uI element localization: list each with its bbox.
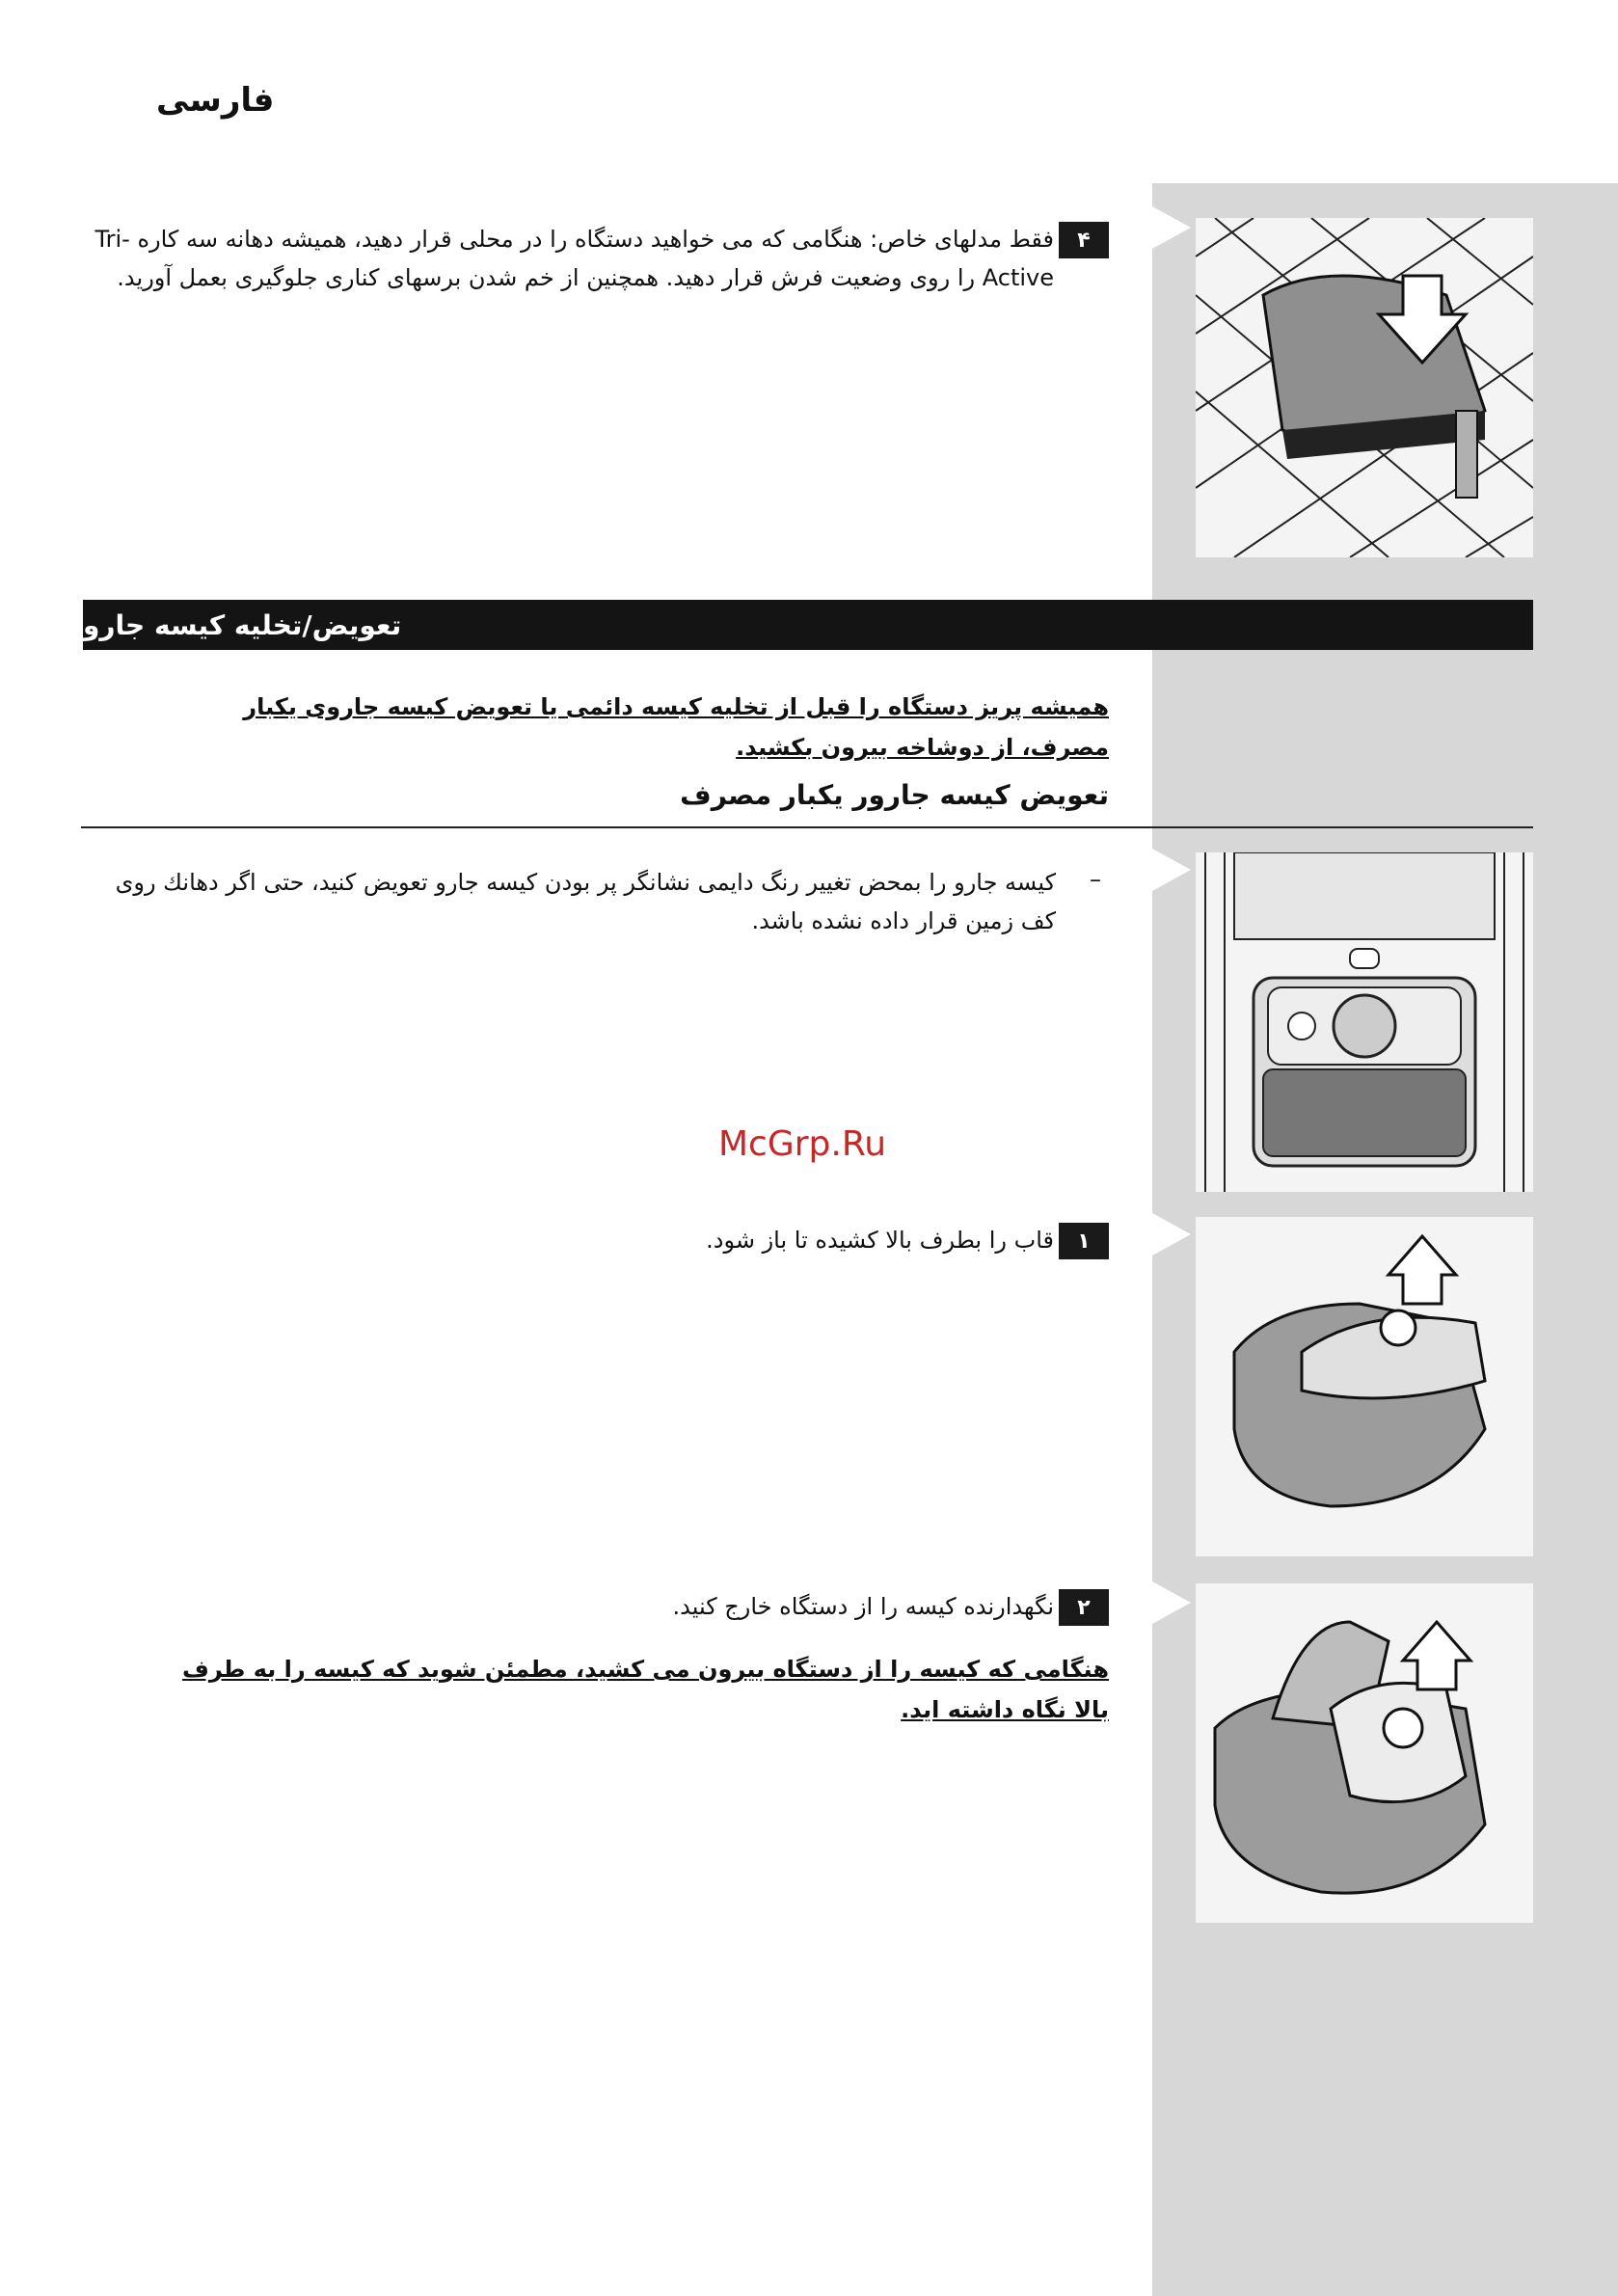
open-cover-figure <box>1196 1217 1533 1556</box>
bullet-marker: – <box>1090 866 1101 893</box>
figure-pointer <box>1152 1581 1191 1624</box>
figure-pointer <box>1152 1213 1191 1256</box>
subheading: تعویض کیسه جارور یکبار مصرف <box>680 779 1109 811</box>
figure-pointer <box>1152 849 1191 891</box>
step-2-number: ۲ <box>1059 1589 1109 1626</box>
nozzle-figure <box>1196 218 1533 557</box>
step-2-text: نگهدارنده کیسه را از دستگاه خارج کنید. <box>672 1593 1054 1620</box>
nozzle-illustration-icon <box>1196 218 1533 557</box>
warning-text: همیشه پریز دستگاه را قبل از تخلیه کیسه دائمی یا تعویض کیسه جاروی یکبار مصرف، از دوشاخه بیرون بکشید. <box>243 693 1109 761</box>
bullet-text: کیسه جارو را بمحض تغییر رنگ دایمی نشانگر پر بودن کیسه جارو تعویض کنید، حتی اگر دهانك روی كف زمين قرار داده نشده باشد. <box>115 869 1056 934</box>
remove-bag-illustration-icon <box>1196 1583 1533 1923</box>
language-label: فارسی <box>156 81 275 120</box>
open-cover-illustration-icon <box>1196 1217 1533 1556</box>
bag-indicator-illustration-icon <box>1196 852 1533 1192</box>
step-1-number: ۱ <box>1059 1223 1109 1259</box>
divider <box>81 826 1533 828</box>
figure-pointer <box>1152 206 1191 249</box>
step-1-text: قاب را بطرف بالا کشیده تا باز شود. <box>706 1227 1054 1254</box>
step-4-text: فقط مدلهای خاص: هنگامی که می خواهید دستگاه را در محلی قرار دهید، همیشه دهانه سه کاره Tri-Active را روی وضعیت فرش قرار دهید. همچنین از خم شدن برسهای کناری جلوگیری بعمل آورید. <box>94 226 1054 291</box>
watermark: McGrp.Ru <box>718 1124 887 1164</box>
indicator-figure <box>1196 852 1533 1192</box>
step-2-note: هنگامی که کیسه را از دستگاه بیرون می کشید، مطمئن شوید که کیسه را به طرف بالا نگاه داشته اید. <box>181 1656 1109 1723</box>
step-4-number: ۴ <box>1059 222 1109 258</box>
section-title-bar: تعویض/تخلیه کیسه جارو <box>83 600 1533 650</box>
remove-bag-figure <box>1196 1583 1533 1923</box>
